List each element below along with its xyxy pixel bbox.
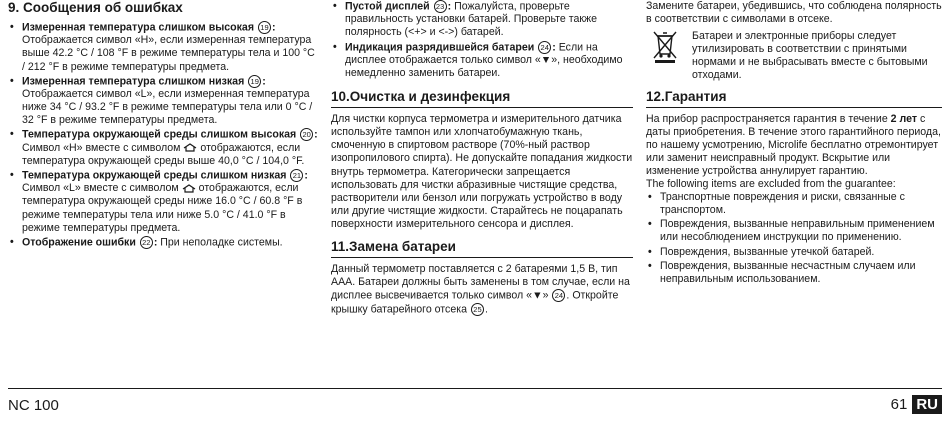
list-item: • Повреждения, вызванные утечкой батарей. (646, 246, 942, 259)
footer-rule (8, 388, 942, 389)
battery-replace-note: Замените батареи, убедившись, что соблюдена полярность в соответствии с символами в отсеке. (646, 0, 942, 26)
page-number: 61 (890, 396, 908, 413)
list-item: • Измеренная температура слишком высокая 19 : Отображается символ «H», если измеренная температура выше 42.2 °C / 108 °F в режиме температуры тела и 100 °C / 212 °F в режиме температуры предмета. (8, 21, 320, 74)
list-item: • Повреждения, вызванные несчастным случаем или неправильным использованием. (646, 260, 942, 286)
disposal-block (646, 30, 942, 82)
list-item: • Температура окружающей среды слишком низкая 21 : Символ «L» вместе с символом отображаются, если температура окружающей среды ниже 16.0 °C / 60.8 °F в режиме температуры тела или ниже 5.0 °C / 41.0 °F в режиме температуры предмета. (8, 169, 320, 235)
callout-number: 25 (471, 303, 484, 316)
cleaning-paragraph: Для чистки корпуса термометра и измерительного датчика используйте тампон или хлопчатобумажную ткань, смоченную в спиртовом растворе (70%-ный раствор изопропилового спирта). Не допускайте попадания жидкости внутрь термометра. Категорически запрещается использовать для чистки абразивные чистящие средства, растворители или бензол или погружать устройство в воду или другие чистящие жидкости. Старайтесь не поцарапать поверхности измерительного сенсора и дисплея. (331, 113, 633, 230)
battery-paragraph: Данный термометр поставляется с 2 батареями 1,5 В, тип AAA. Батареи должны быть заменены в том случае, если на дисплее высвечивается только символ «▼» 24 . Откройте крышку батарейного отсека 25 . (331, 263, 630, 315)
error-list-continued (331, 0, 633, 80)
excluded-intro: The following items are excluded from the guarantee: (646, 178, 896, 191)
section-9-heading: 9. Сообщения об ошибках (8, 0, 183, 15)
warranty-paragraph: На прибор распространяется гарантия в течение 2 лет с даты приобретения. В течение этого гарантийного периода, по нашему усмотрению, Microlife бесплатно отремонтирует или заменит неисправный продукт. Вскрытие или изменение устройства аннулирует гарантию. (646, 112, 941, 177)
disposal-text: Батареи и электронные приборы следует утилизировать в соответствии с принятыми нормами и не выбрасывать вместе с бытовыми отходами. (692, 30, 928, 82)
excluded-list (646, 191, 942, 286)
list-item: • Измеренная температура слишком низкая 19 : Отображается символ «L», если измеренная температура ниже 34 °C / 93.2 °F в режиме температуры тела или 0 °C / 32 °F в режиме температуры предмета. (8, 75, 320, 128)
column-right (646, 0, 942, 287)
list-item: • Пустой дисплей 23 : Пожалуйста, проверьте правильность установки батарей. Проверьте также полярность (<+> и <->) батарей. (331, 0, 633, 40)
house-icon (183, 143, 197, 152)
page-indicator (891, 395, 942, 414)
section-10-heading: 10.Очистка и дезинфекция (331, 89, 633, 108)
callout-number: 24 (552, 289, 565, 302)
section-11-heading: 11.Замена батареи (331, 239, 633, 258)
list-item: • Температура окружающей среды слишком высокая 20 : Символ «H» вместе с символом отображаются, если температура окружающей среды выше 40,0 °C / 104,0 °F. (8, 128, 320, 168)
callout-number: 23 (434, 0, 447, 13)
list-item: • Транспортные повреждения и риски, связанные с транспортом. (646, 191, 942, 217)
callout-number: 20 (300, 128, 313, 141)
crossed-bin-icon (646, 30, 692, 68)
callout-number: 22 (140, 236, 153, 249)
section-12-heading: 12.Гарантия (646, 89, 942, 108)
list-item: • Повреждения, вызванные неправильным применением или несоблюдением инструкции по применению. (646, 218, 942, 244)
language-badge: RU (912, 395, 942, 414)
callout-number: 19 (258, 21, 271, 34)
column-middle (331, 0, 633, 316)
house-icon (182, 184, 196, 193)
column-left (8, 0, 320, 250)
callout-number: 24 (538, 41, 551, 54)
model-label: NC 100 (8, 397, 59, 414)
list-item: • Отображение ошибки 22 : При неполадке системы. (8, 236, 320, 249)
callout-number: 19 (248, 75, 261, 88)
list-item: • Индикация разрядившейся батареи 24 : Если на дисплее отображается только символ «▼», необходимо немедленно заменить батареи. (331, 41, 633, 81)
callout-number: 21 (290, 169, 303, 182)
error-list (8, 21, 320, 249)
